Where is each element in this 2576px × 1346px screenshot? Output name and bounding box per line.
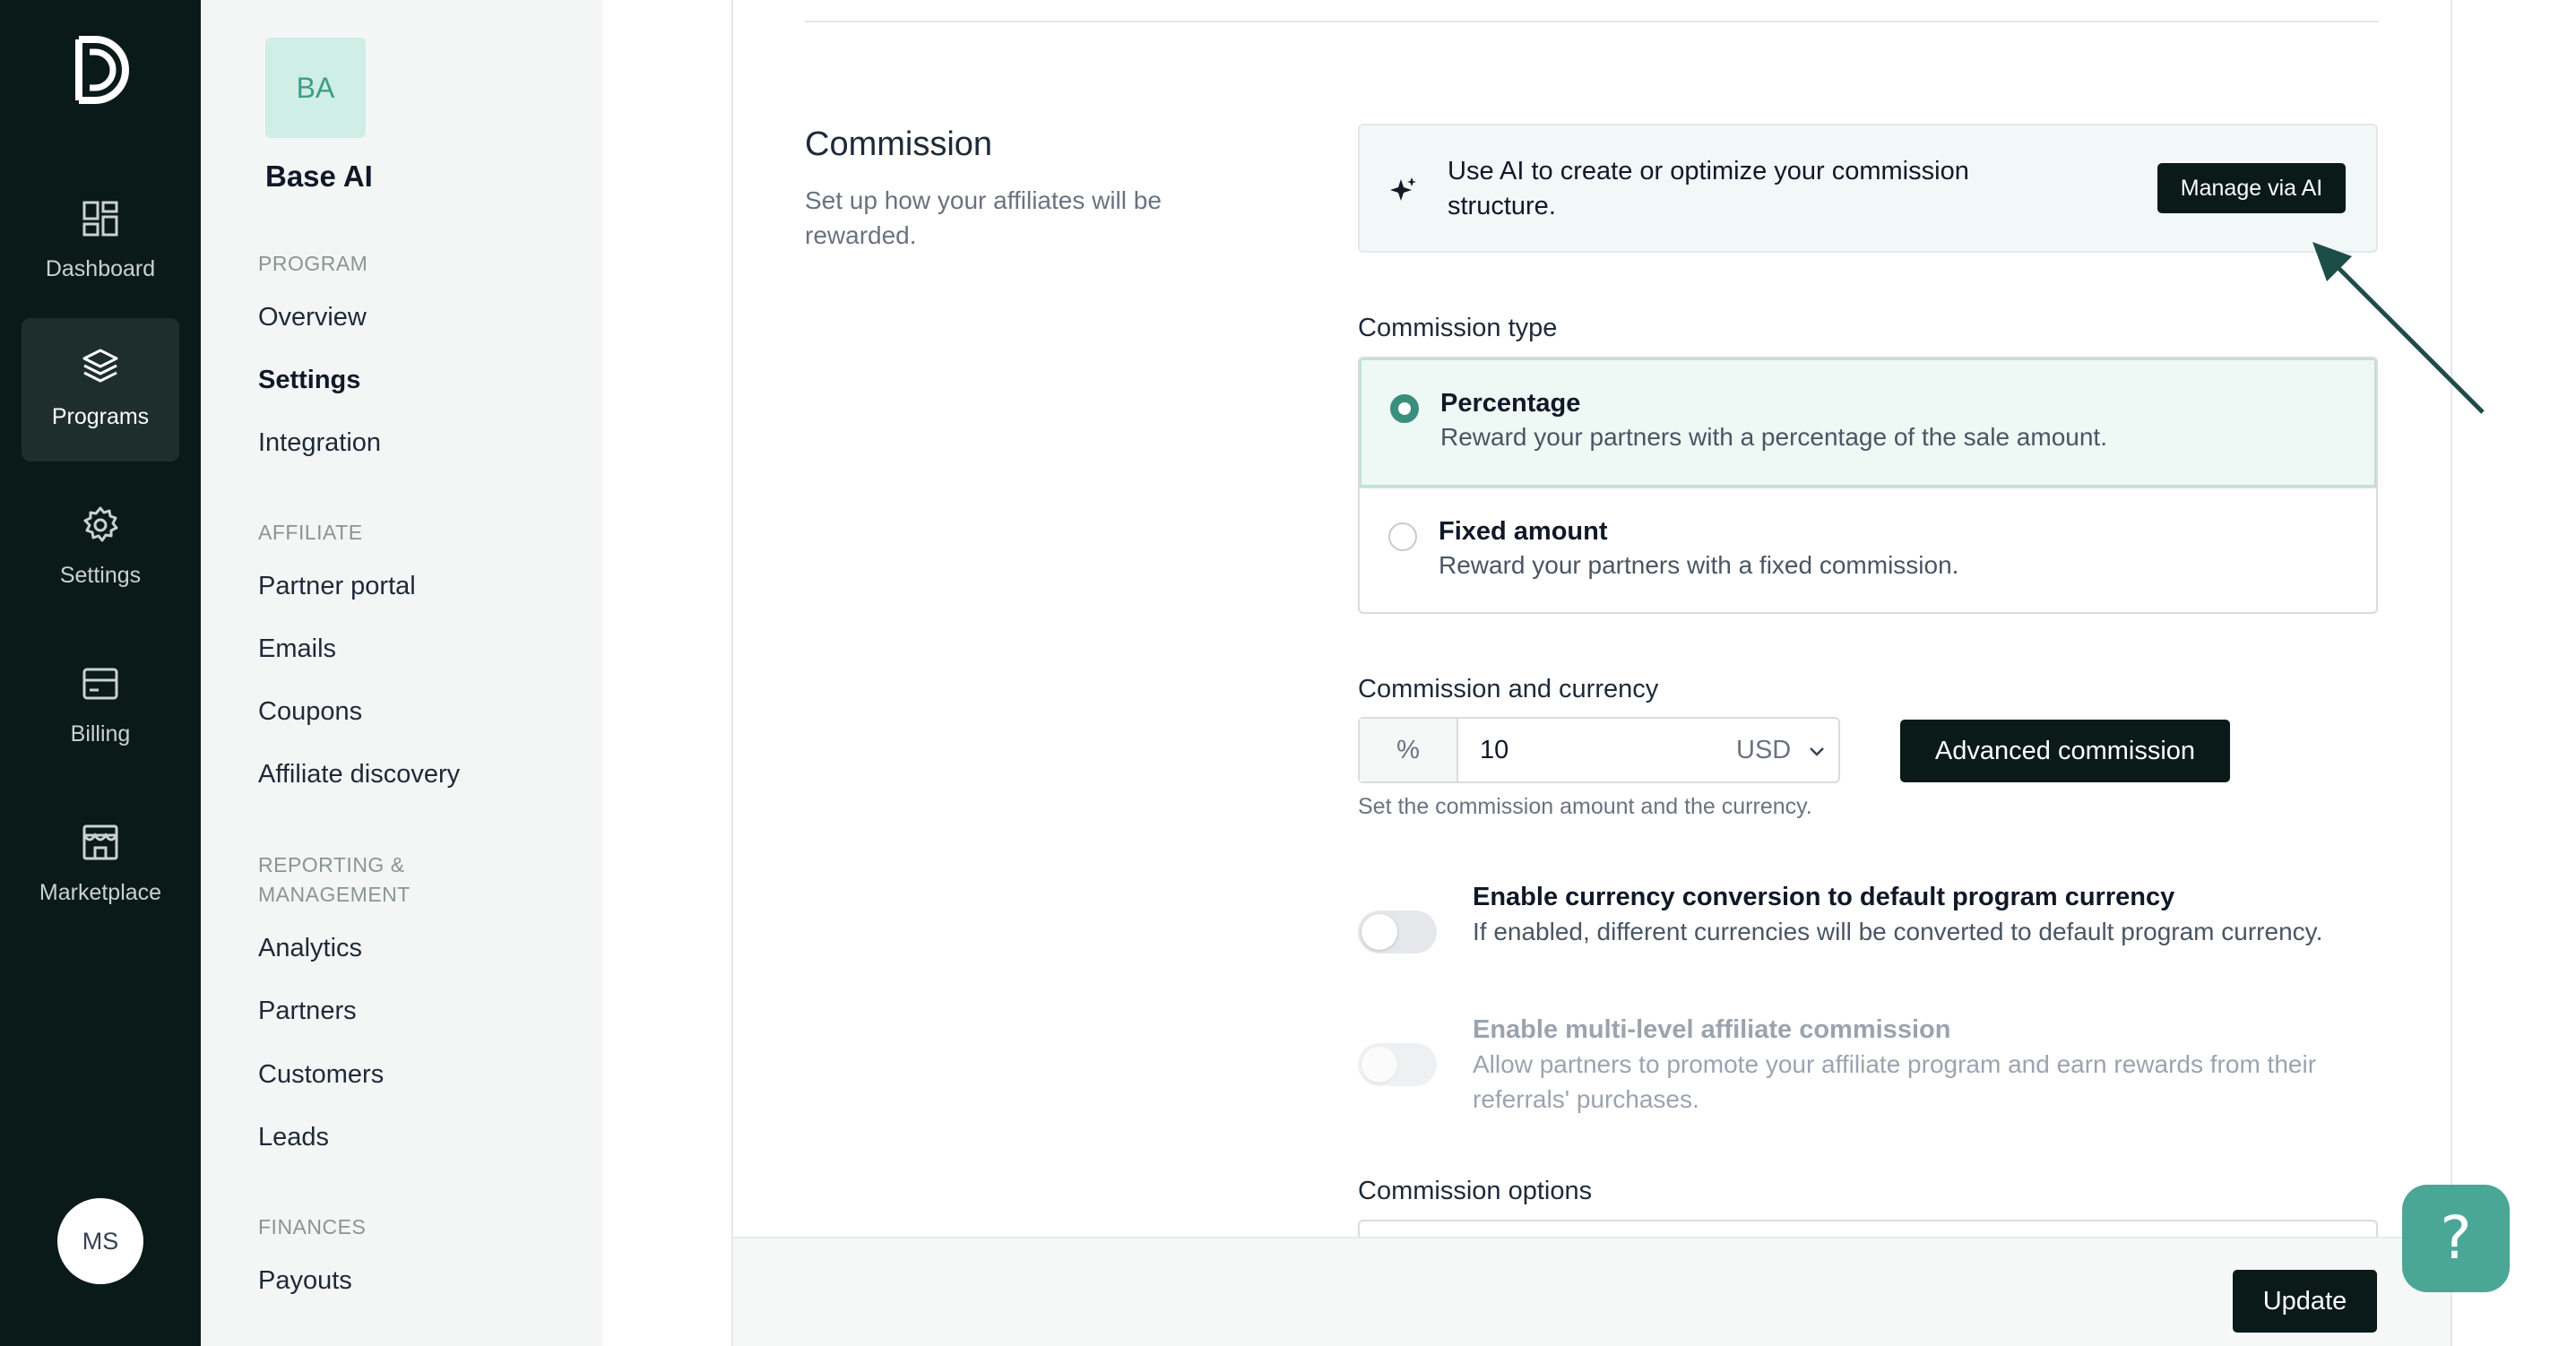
footer-bar xyxy=(733,1237,2451,1346)
radio-percentage[interactable] xyxy=(1390,394,1419,423)
chevron-down-icon xyxy=(1808,742,1826,760)
section-heading-reporting: REPORTING & xyxy=(258,853,405,876)
store-icon xyxy=(81,823,120,862)
option-title: Fixed amount xyxy=(1439,517,1608,546)
nav-partner-portal[interactable]: Partner portal xyxy=(258,572,416,600)
section-heading-program: PROGRAM xyxy=(258,252,368,275)
option-description: Reward your partners with a percentage of the sale amount. xyxy=(1440,423,2107,451)
nav-affiliate-discovery[interactable]: Affiliate discovery xyxy=(258,760,461,789)
section-description: Set up how your affiliates will be rewarded. xyxy=(805,186,1162,249)
nav-integration[interactable]: Integration xyxy=(258,428,382,457)
nav-coupons[interactable]: Coupons xyxy=(258,697,363,726)
card-icon xyxy=(81,664,120,703)
nav-payouts[interactable]: Payouts xyxy=(258,1266,352,1295)
rail-item-settings[interactable] xyxy=(22,477,179,620)
type-option-fixed[interactable] xyxy=(1360,487,2376,614)
layers-icon xyxy=(81,347,120,386)
commission-amount-group xyxy=(1358,717,1840,783)
option-description: Reward your partners with a fixed commission. xyxy=(1439,551,1959,579)
commission-options-label: Commission options xyxy=(1358,1177,1593,1205)
nav-partners[interactable]: Partners xyxy=(258,997,357,1025)
commission-type-group xyxy=(1358,357,2378,614)
sparkle-icon xyxy=(1388,176,1417,204)
rail-label: Settings xyxy=(59,563,142,588)
gear-icon xyxy=(81,505,120,545)
rail-label: Billing xyxy=(70,721,131,746)
main-gutter xyxy=(602,0,731,1346)
ai-banner-text: Use AI to create or optimize your commission structure. xyxy=(1448,157,1969,220)
nav-emails[interactable]: Emails xyxy=(258,634,337,663)
rail-label: Marketplace xyxy=(39,880,162,905)
nav-settings[interactable]: Settings xyxy=(258,366,361,394)
divider xyxy=(805,21,2379,22)
org-avatar: BA xyxy=(265,38,366,138)
rail-item-marketplace[interactable] xyxy=(22,794,179,937)
ai-banner xyxy=(1358,124,2378,253)
multi-level-toggle[interactable] xyxy=(1358,1043,1437,1086)
manage-via-ai-button[interactable]: Manage via AI xyxy=(2157,163,2346,213)
rail-item-programs[interactable] xyxy=(22,318,179,462)
toggle-title: Enable currency conversion to default program currency xyxy=(1473,883,2175,911)
nav-leads[interactable]: Leads xyxy=(258,1123,330,1152)
section-heading-affiliate: AFFILIATE xyxy=(258,521,363,544)
app-rail xyxy=(0,0,201,1346)
toggle-description: Allow partners to promote your affiliate program and earn rewards from their referrals' purchases. xyxy=(1473,1050,2317,1113)
toggle-title: Enable multi-level affiliate commission xyxy=(1473,1015,1951,1044)
option-title: Percentage xyxy=(1440,389,1581,418)
commission-currency-label: Commission and currency xyxy=(1358,675,1659,703)
section-heading-management: MANAGEMENT xyxy=(258,883,411,906)
commission-amount-input[interactable] xyxy=(1458,719,1709,781)
section-heading-finances: FINANCES xyxy=(258,1215,367,1238)
commission-options-box xyxy=(1358,1220,2378,1238)
nav-analytics[interactable]: Analytics xyxy=(258,934,363,962)
currency-help-text: Set the commission amount and the currency. xyxy=(1358,794,1812,819)
org-name: Base AI xyxy=(265,160,373,193)
percent-prefix: % xyxy=(1360,719,1458,781)
update-button[interactable]: Update xyxy=(2233,1270,2377,1333)
section-title: Commission xyxy=(805,125,993,163)
radio-fixed[interactable] xyxy=(1388,522,1417,551)
nav-customers[interactable]: Customers xyxy=(258,1060,385,1089)
help-button[interactable]: ? xyxy=(2402,1185,2510,1292)
currency-select[interactable] xyxy=(1709,719,1840,781)
rail-item-billing[interactable] xyxy=(22,635,179,779)
program-subnav xyxy=(201,0,602,1346)
currency-value: USD xyxy=(1736,736,1792,764)
toggle-description: If enabled, different currencies will be converted to default program currency. xyxy=(1473,918,2323,945)
rail-label: Dashboard xyxy=(45,256,156,281)
rail-item-dashboard[interactable] xyxy=(22,170,179,314)
rail-label: Programs xyxy=(51,404,150,429)
type-option-percentage[interactable] xyxy=(1360,358,2376,487)
user-avatar[interactable]: MS xyxy=(57,1198,143,1284)
nav-overview[interactable]: Overview xyxy=(258,303,367,332)
advanced-commission-button[interactable]: Advanced commission xyxy=(1900,720,2230,782)
logo-icon[interactable] xyxy=(68,34,133,106)
dashboard-icon xyxy=(81,199,120,238)
currency-conversion-toggle[interactable] xyxy=(1358,910,1437,953)
commission-type-label: Commission type xyxy=(1358,314,1558,342)
